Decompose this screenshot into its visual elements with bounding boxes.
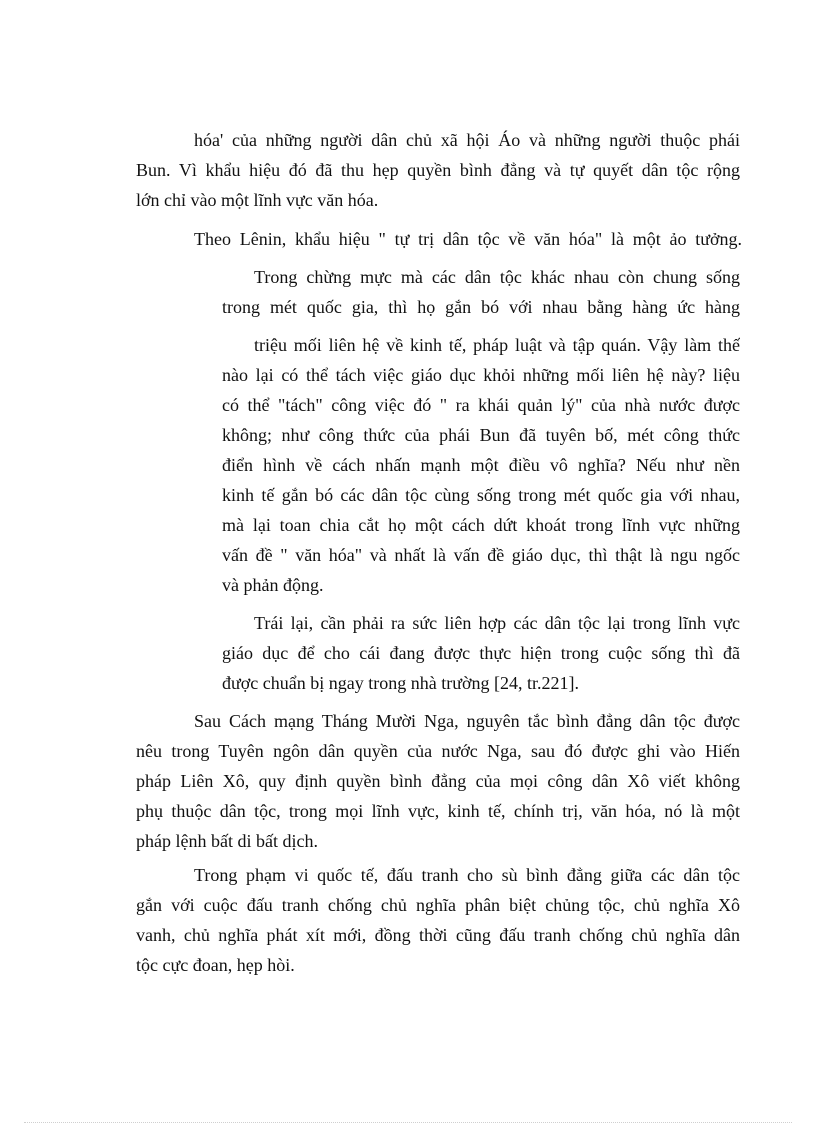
quote-line: trong mét quốc gia, thì họ gắn bó với nhau bằng hàng ức hàng [222, 297, 740, 317]
quote-line: được chuẩn bị ngay trong nhà trường [24, tr.221]. [222, 673, 579, 693]
text-line: phụ thuộc dân tộc, trong mọi lĩnh vực, kinh tế, chính trị, văn hóa, nó là một [136, 801, 740, 821]
text-line: Trong phạm vi quốc tế, đấu tranh cho sù bình đẳng giữa các dân tộc [194, 865, 740, 885]
quote-line: Trong chừng mực mà các dân tộc khác nhau còn chung sống [254, 267, 740, 287]
quote-line: kinh tế gắn bó các dân tộc cùng sống trong mét quốc gia với nhau, [222, 485, 740, 505]
text-line: Theo Lênin, khẩu hiệu " tự trị dân tộc về văn hóa" là một ảo tưởng. [194, 229, 742, 249]
text-line: lớn chỉ vào một lĩnh vực văn hóa. [136, 190, 379, 210]
quote-line: vấn đề " văn hóa" và nhất là vấn đề giáo dục, thì thật là ngu ngốc [222, 545, 740, 565]
text-line: Sau Cách mạng Tháng Mười Nga, nguyên tắc bình đẳng dân tộc được [194, 711, 740, 731]
text-line: hóa' của những người dân chủ xã hội Áo và những người thuộc phái [194, 130, 740, 150]
text-line: tộc cực đoan, hẹp hòi. [136, 955, 295, 975]
quote-line: và phản động. [222, 575, 324, 595]
quote-line: nào lại có thể tách việc giáo dục khỏi những mối liên hệ này? liệu [222, 365, 740, 385]
text-line: vanh, chủ nghĩa phát xít mới, đồng thời cũng đấu tranh chống chủ nghĩa dân [136, 925, 740, 945]
quote-line: điển hình về cách nhấn mạnh một điều vô nghĩa? Nếu như nền [222, 455, 740, 475]
text-line: nêu trong Tuyên ngôn dân quyền của nước Nga, sau đó được ghi vào Hiến [136, 741, 740, 761]
quote-line: triệu mối liên hệ về kinh tế, pháp luật và tập quán. Vậy làm thế [254, 335, 740, 355]
text-line: Bun. Vì khẩu hiệu đó đã thu hẹp quyền bình đẳng và tự quyết dân tộc rộng [136, 160, 740, 180]
quote-line: có thể "tách" công việc đó " ra khái quản lý" của nhà nước được [222, 395, 740, 415]
quote-line: mà lại toan chia cắt họ một cách dứt khoát trong lĩnh vực những [222, 515, 740, 535]
quote-line: Trái lại, cần phải ra sức liên hợp các dân tộc lại trong lĩnh vực [254, 613, 740, 633]
text-line: gắn với cuộc đấu tranh chống chủ nghĩa phân biệt chủng tộc, chủ nghĩa Xô [136, 895, 740, 915]
text-line: pháp Liên Xô, quy định quyền bình đẳng của mọi công dân Xô viết không [136, 771, 740, 791]
quote-line: giáo dục để cho cái đang được thực hiện trong cuộc sống thì đã [222, 643, 740, 663]
text-line: pháp lệnh bất di bất dịch. [136, 831, 318, 851]
quote-line: không; như công thức của phái Bun đã tuyên bố, mét công thức [222, 425, 740, 445]
